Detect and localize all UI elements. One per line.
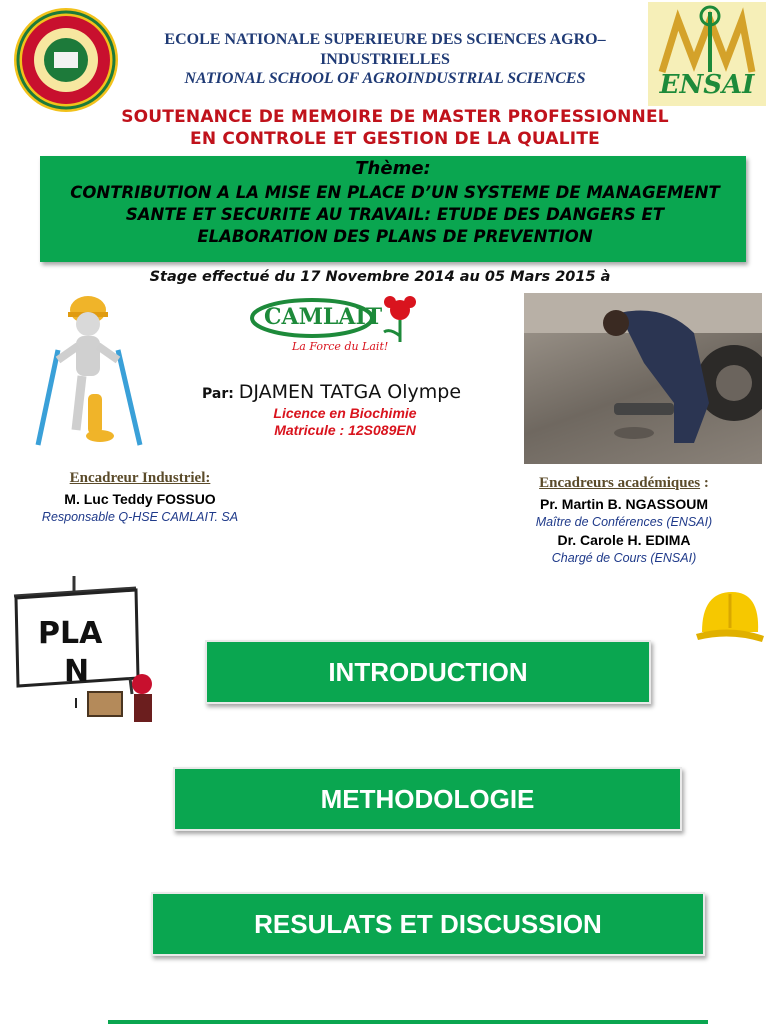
title-line-1: SOUTENANCE DE MEMOIRE DE MASTER PROFESSIONNEL <box>121 107 669 127</box>
page-title <box>50 106 740 150</box>
plan-text-line-2: N <box>64 654 90 689</box>
school-name-fr: ECOLE NATIONALE SUPERIEURE DES SCIENCES AGRO–INDUSTRIELLES <box>164 31 606 68</box>
worker-photo <box>524 293 762 464</box>
hard-hat-image <box>694 582 764 652</box>
encadreurs-academiques-title: Encadreurs académiques <box>539 475 701 491</box>
licence: Licence en Biochimie <box>273 405 417 421</box>
plan-board-illustration <box>10 574 160 730</box>
camlait-logo <box>250 292 420 358</box>
encadreur-1-role: Maître de Conférences (ENSAI) <box>535 515 713 529</box>
encadreur-2-role: Chargé de Cours (ENSAI) <box>551 551 697 565</box>
encadreur-industriel-title: Encadreur Industriel: <box>69 470 211 486</box>
school-name-en: NATIONAL SCHOOL OF AGROINDUSTRIAL SCIENCES <box>184 70 586 87</box>
encadreur-1-name: Pr. Martin B. NGASSOUM <box>539 496 709 512</box>
author-line: Par: DJAMEN TATGA Olympe <box>202 381 462 403</box>
theme-label: Thème: <box>355 158 431 179</box>
injured-worker-figure <box>30 290 150 450</box>
theme-box <box>40 156 746 262</box>
matricule: Matricule : 12S089EN <box>274 422 416 438</box>
encadreur-2-name: Dr. Carole H. EDIMA <box>557 532 691 548</box>
par-label: Par <box>202 386 229 402</box>
encadreur-industriel-name: M. Luc Teddy FOSSUO <box>64 491 216 507</box>
methodologie-button[interactable]: METHODOLOGIE <box>173 767 682 831</box>
university-logo <box>8 6 124 114</box>
camlait-brand: CAMLAIT <box>264 304 383 330</box>
resultats-discussion-button[interactable]: RESULATS ET DISCUSSION <box>151 892 705 956</box>
encadreur-industriel <box>20 470 260 524</box>
encadreurs-academiques: Encadreurs académiques : Pr. Martin B. NGASSOUM Maître de Conférences (ENSAI) Dr. Carole H. EDIMA Chargé de Cours (ENSAI) <box>500 472 748 565</box>
partial-next-button <box>108 1020 708 1024</box>
ensai-logo-text: ENSAI <box>659 70 755 100</box>
title-line-2: EN CONTROLE ET GESTION DE LA QUALITE <box>190 129 600 149</box>
ensai-logo <box>648 2 766 106</box>
author-details <box>230 405 460 439</box>
camlait-slogan: La Force du Lait! <box>292 340 389 353</box>
theme-text: CONTRIBUTION A LA MISE EN PLACE D’UN SYSTEME DE MANAGEMENT SANTE ET SECURITE AU TRAVAIL: ETUDE DES DANGERS ET ELABORATION DES PLANS DE PREVENTION <box>70 183 720 246</box>
introduction-button[interactable]: INTRODUCTION <box>205 640 651 704</box>
author-name: DJAMEN TATGA Olympe <box>238 381 462 403</box>
stage-dates: Stage effectué du 17 Novembre 2014 au 05 Mars 2015 à <box>149 269 611 285</box>
plan-text-line-1: PLA <box>38 616 103 651</box>
encadreur-industriel-role: Responsable Q-HSE CAMLAIT. SA <box>41 510 239 524</box>
